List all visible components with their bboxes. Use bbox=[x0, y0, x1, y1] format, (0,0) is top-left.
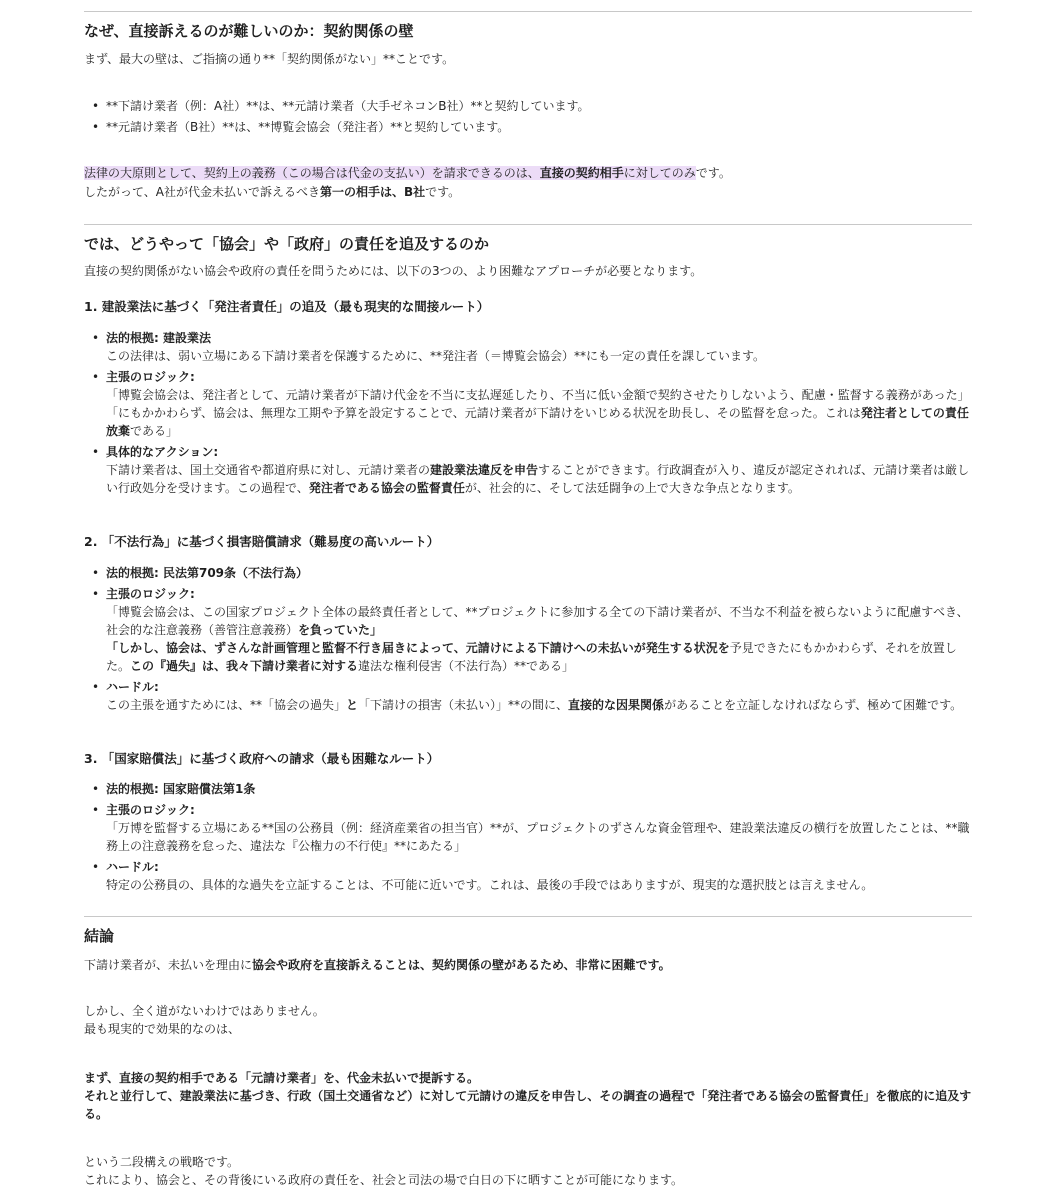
list-item: • **下請け業者（例：A社）**は、**元請け業者（大手ゼネコンB社）**と契約しています。 bbox=[84, 97, 972, 115]
paragraph: という二段構えの戦略です。 bbox=[84, 1155, 240, 1169]
route-3-title: 3. 「国家賠償法」に基づく政府への請求（最も困難なルート） bbox=[84, 751, 440, 766]
contract-list bbox=[84, 97, 972, 136]
route-2-title: 2. 「不法行為」に基づく損害賠償請求（難易度の高いルート） bbox=[84, 534, 440, 549]
list-item: • 法的根拠: 建設業法 この法律は、弱い立場にある下請け業者を保護するために、**発注者（＝博覧会協会）**にも一定の責任を課しています。 bbox=[84, 329, 972, 365]
intro-text: まず、最大の壁は、ご指摘の通り**「契約関係がない」**ことです。 bbox=[84, 52, 455, 66]
intro-text: 直接の契約関係がない協会や政府の責任を問うためには、以下の3つの、より困難なアプローチが必要となります。 bbox=[84, 264, 703, 278]
route-1-title: 1. 建設業法に基づく「発注者責任」の追及（最も現実的な間接ルート） bbox=[84, 299, 490, 314]
strategy-step-2: それと並行して、建設業法に基づき、行政（国土交通省など）に対して元請けの違反を申告し、その調査の過程で「発注者である協会の監督責任」を徹底的に追及する。 bbox=[84, 1089, 972, 1121]
highlighted-paragraph: 法律の大原則として、契約上の義務（この場合は代金の支払い）を請求できるのは、直接の契約相手に対してのみです。 bbox=[84, 166, 731, 180]
strategy-step-1: まず、直接の契約相手である「元請け業者」を、代金未払いで提訴する。 bbox=[84, 1071, 480, 1085]
paragraph: したがって、A社が代金未払いで訴えるべき第一の相手は、B社です。 bbox=[84, 185, 461, 199]
list-item: • ハードル: この主張を通すためには、**「協会の過失」と「下請けの損害（未払い）」**の間に、直接的な因果関係があることを立証しなければならず、極めて困難です。 bbox=[84, 678, 972, 714]
section-heading-approach: では、どうやって「協会」や「政府」の責任を追及するのか bbox=[84, 235, 490, 253]
section-heading-contract-wall: なぜ、直接訴えるのが難しいのか：契約関係の壁 bbox=[84, 22, 414, 40]
paragraph: 下請け業者が、未払いを理由に協会や政府を直接訴えることは、契約関係の壁があるため、非常に困難です。 bbox=[84, 958, 671, 972]
list-item: • 主張のロジック: 「博覧会協会は、この国家プロジェクト全体の最終責任者として、**プロジェクトに参加する全ての下請け業者が、不当な不利益を被らないように配慮すべき、社会的な注意義務（善管注意義務）を負っていた」 「しかし、協会は、ずさんな計画管理と監督不行き届きによって、元請けによる下請けへの未払いが発生する状況を予見できたにもかかわらず、それを放置した。この『過失』は、我々下請け業者に対する違法な権利侵害（不法行為）**である」 bbox=[84, 585, 972, 675]
paragraph: しかし、全く道がないわけではありません。 bbox=[84, 1004, 325, 1018]
list-item: • 具体的なアクション: 下請け業者は、国土交通省や都道府県に対し、元請け業者の建設業法違反を申告することができます。行政調査が入り、違反が認定されれば、元請け業者は厳しい行政処分を受けます。この過程で、発注者である協会の監督責任が、社会的に、そして法廷闘争の上で大きな争点となります。 bbox=[84, 443, 972, 497]
list-item: • 法的根拠: 民法第709条（不法行為） bbox=[84, 564, 972, 582]
list-item: • 主張のロジック: 「博覧会協会は、発注者として、元請け業者が下請け代金を不当に支払遅延したり、不当に低い金額で契約させたりしないよう、配慮・監督する義務があった」 「にもかかわらず、協会は、無理な工期や予算を設定することで、元請け業者が下請けをいじめる状況を助長し、その監督を怠った。これは発注者としての責任放棄である」 bbox=[84, 368, 972, 440]
paragraph: 最も現実的で効果的なのは、 bbox=[84, 1022, 241, 1036]
route-3-list bbox=[84, 780, 972, 894]
list-item: • 主張のロジック: 「万博を監督する立場にある**国の公務員（例：経済産業省の担当官）**が、プロジェクトのずさんな資金管理や、建設業法違反の横行を放置したことは、**職務上の注意義務を怠った、違法な『公権力の不行使』**にあたる」 bbox=[84, 801, 972, 855]
list-item: • **元請け業者（B社）**は、**博覧会協会（発注者）**と契約しています。 bbox=[84, 118, 972, 136]
route-1-list bbox=[84, 329, 972, 497]
divider bbox=[84, 224, 972, 225]
paragraph: これにより、協会と、その背後にいる政府の責任を、社会と司法の場で白日の下に晒すことが可能になります。 bbox=[84, 1173, 684, 1187]
section-heading-conclusion: 結論 bbox=[84, 927, 115, 945]
list-item: • ハードル: 特定の公務員の、具体的な過失を立証することは、不可能に近いです。これは、最後の手段ではありますが、現実的な選択肢とは言えません。 bbox=[84, 858, 972, 894]
divider bbox=[84, 916, 972, 917]
divider bbox=[84, 11, 972, 12]
route-2-list bbox=[84, 564, 972, 714]
list-item: • 法的根拠: 国家賠償法第1条 bbox=[84, 780, 972, 798]
